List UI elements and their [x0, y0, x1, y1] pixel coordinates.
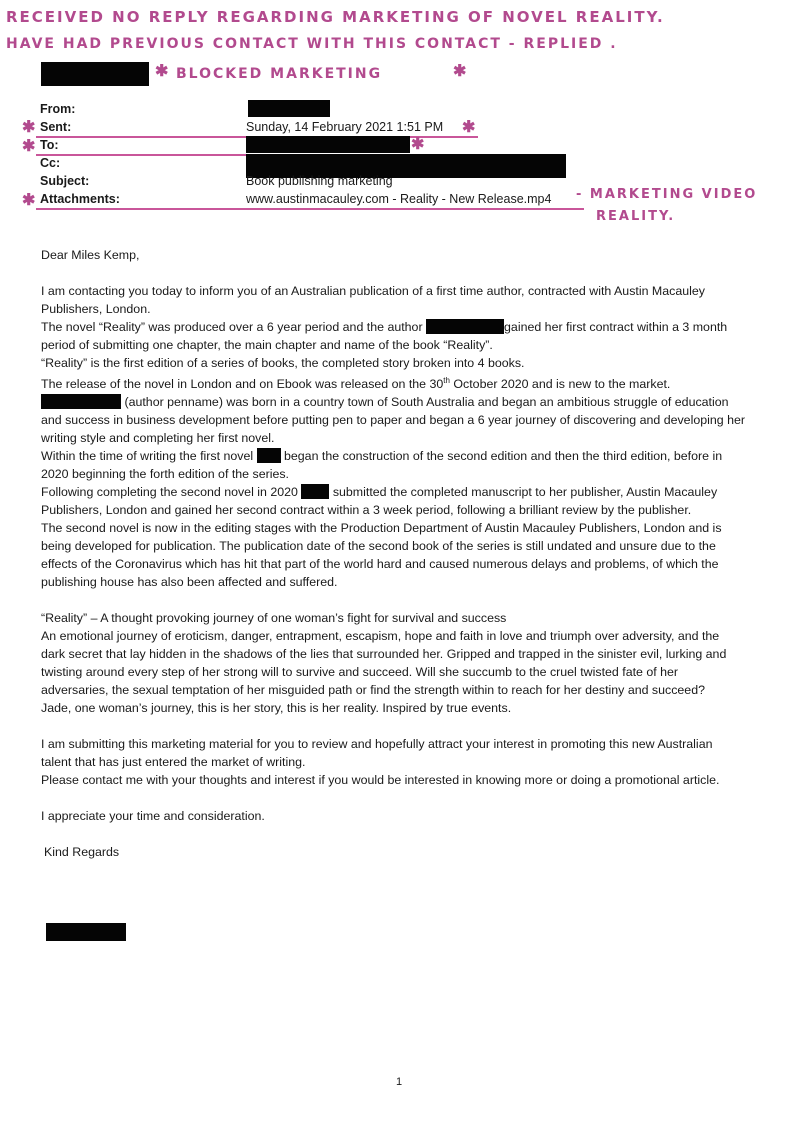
body-paragraph: The novel “Reality” was produced over a 6 year period and the author gained her first contract within a 3 month period of submitting one chapter, the main chapter and name of the book “Reality”. — [41, 320, 728, 352]
handwritten-attachment-note-2: REALITY. — [596, 209, 676, 224]
subject-value: Book publishing marketing — [246, 174, 393, 188]
body-paragraph: “Reality” is the first edition of a series of books, the completed story broken into 4 books. — [41, 356, 525, 370]
star-icon: ✱ — [453, 63, 467, 80]
page-number: 1 — [396, 1076, 403, 1088]
attachment-link[interactable]: www.austinmacauley.com - Reality - New Release.mp4 — [246, 192, 552, 206]
body-paragraph: The second novel is now in the editing stages with the Production Department of Austin Macauley Publishers, London and is being developed for publication. The publication date of the second book of the series is still undated and unsure due to the effects of the Coronavirus which has hit that part of the world hard and caused numerous delays and problems, of which the publishing house has also been affected and suffered. — [41, 521, 722, 590]
body-paragraph: The release of the novel in London and on Ebook was released on the 30th October 2020 and is new to the market. — [41, 376, 671, 392]
to-label: To: — [40, 138, 59, 152]
redaction-block — [41, 394, 121, 409]
body-paragraph: I am submitting this marketing material for you to review and hopefully attract your interest in promoting this new Australian talent that has just entered the market of writing. — [41, 737, 713, 770]
closing-line: I appreciate your time and consideration. — [41, 809, 265, 824]
body-paragraph: Following completing the second novel in 2020 submitted the completed manuscript to her publisher, Austin Macauley Publishers, London and gained her second contract within a 3 week period, following a brilliant review by the publisher. — [41, 485, 718, 518]
redaction-block — [41, 62, 149, 86]
sent-value: Sunday, 14 February 2021 1:51 PM — [246, 120, 444, 134]
redaction-block — [426, 319, 504, 334]
redaction-block — [257, 448, 281, 463]
synopsis-title: “Reality” – A thought provoking journey of one woman’s fight for survival and success — [41, 611, 507, 626]
handwritten-blocked-marketing: BLOCKED MARKETING — [176, 66, 383, 82]
star-icon: ✱ — [22, 138, 36, 155]
cc-label: Cc: — [40, 156, 61, 170]
synopsis-body: An emotional journey of eroticism, danger, entrapment, escapism, hope and faith in love and triumph over adversity, and the dark secret that lay hidden in the shadows of the lies that surrounded her. Gripped and trapped in the sinister evil, lurking and twisting around every step of her strong will to survive and succeed. Will she succumb to the cruel twisted fate of her adversaries, the sexual temptation of her misguided path or find the strength within to reach for her destiny and succeed? — [41, 629, 727, 698]
star-icon: ✱ — [22, 119, 36, 136]
email-body — [41, 246, 746, 861]
synopsis-tagline: Jade, one woman’s journey, this is her story, this is her reality. Inspired by true events. — [41, 701, 512, 716]
body-paragraph: Within the time of writing the first novel began the construction of the second edition and then the third edition, before in 2020 beginning the forth edition of the series. — [41, 449, 723, 482]
handwritten-note-line-1: RECEIVED NO REPLY REGARDING MARKETING OF NOVEL REALITY. — [6, 8, 665, 26]
annotation-underline — [36, 208, 584, 210]
sign-off: Kind Regards — [44, 845, 120, 860]
body-paragraph: Please contact me with your thoughts and interest if you would be interested in knowing more or doing a promotional article. — [41, 773, 720, 788]
from-label: From: — [40, 102, 76, 116]
star-icon: ✱ — [155, 63, 169, 80]
greeting: Dear Miles Kemp, — [41, 248, 140, 262]
body-paragraph: I am contacting you today to inform you of an Australian publication of a first time author, contracted with Austin Macauley Publishers, London. — [41, 284, 705, 316]
redaction-block — [46, 923, 126, 941]
star-icon: ✱ — [462, 119, 476, 136]
handwritten-note-line-2: HAVE HAD PREVIOUS CONTACT WITH THIS CONTACT - REPLIED . — [6, 36, 618, 52]
sent-label: Sent: — [40, 120, 72, 134]
handwritten-attachment-note-1: - MARKETING VIDEO — [576, 187, 758, 202]
redaction-block — [301, 484, 329, 499]
star-icon: ✱ — [22, 192, 36, 209]
redaction-block — [248, 100, 330, 117]
redaction-block — [246, 136, 410, 153]
subject-label: Subject: — [40, 174, 90, 188]
attachments-label: Attachments: — [40, 192, 120, 206]
body-paragraph: (author penname) was born in a country town of South Australia and began an ambitious struggle of education and success in business development before putting pen to paper and began a 6 year journey of discovering and developing her writing style and completing her first novel. — [41, 395, 745, 446]
star-icon: ✱ — [411, 136, 425, 153]
